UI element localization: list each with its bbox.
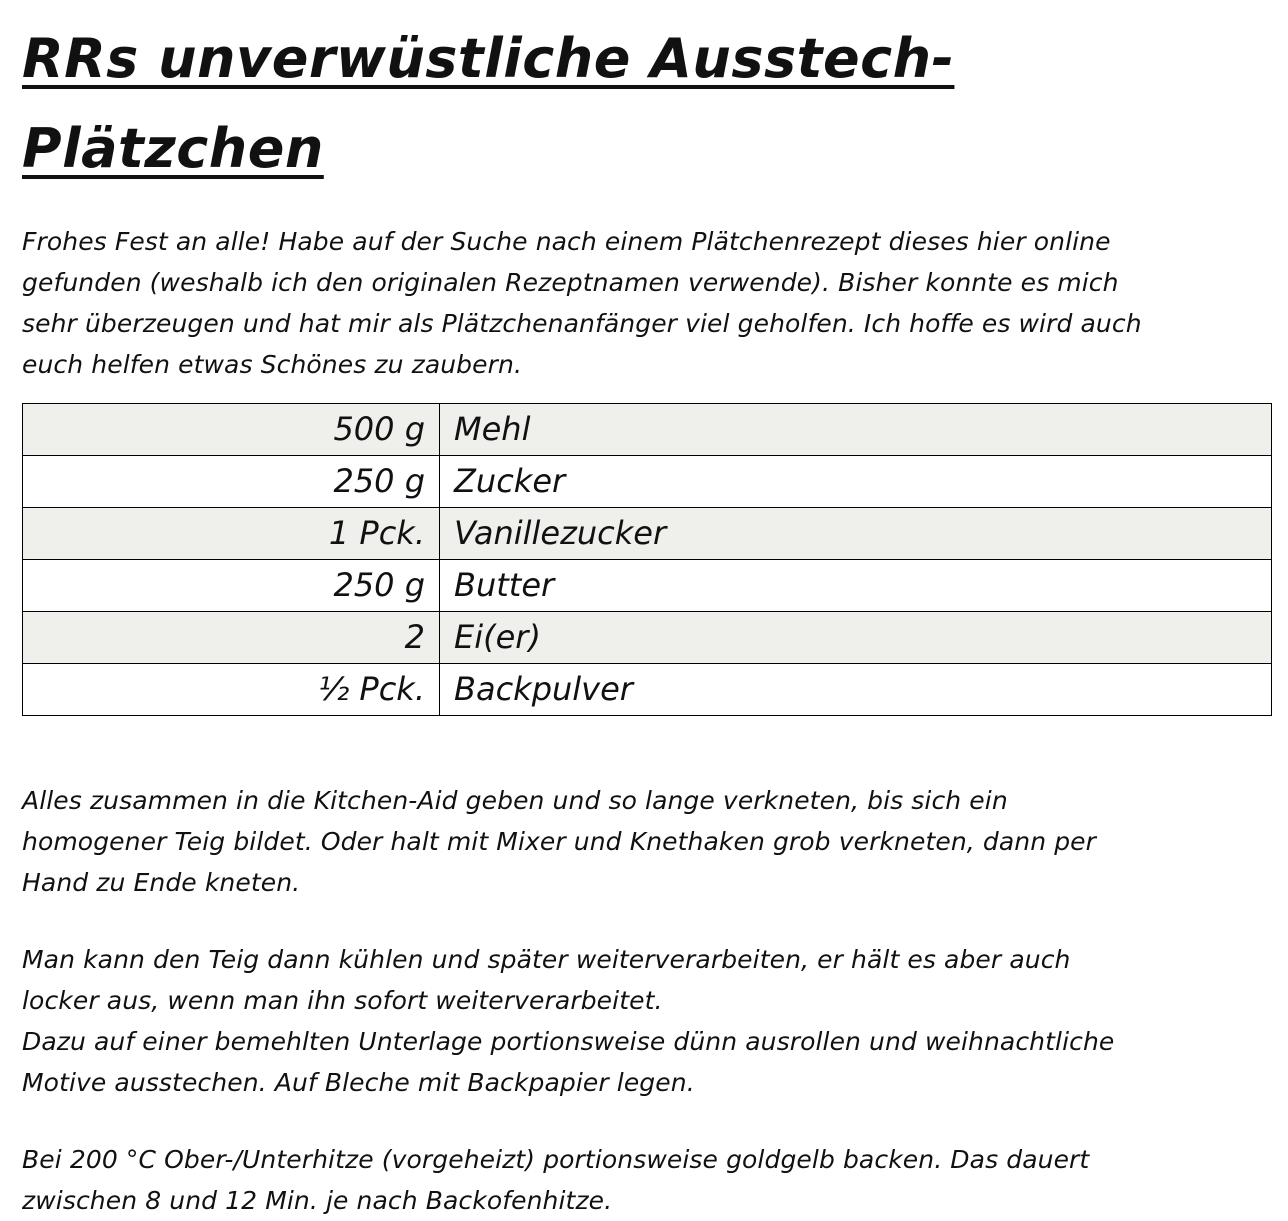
ingredient-name: Zucker: [440, 456, 1272, 508]
title-line-2: Plätzchen: [22, 117, 324, 180]
ingredient-name: Vanillezucker: [440, 508, 1272, 560]
instruction-step-3: Bei 200 °C Ober-/Unterhitze (vorgeheizt) portionsweise goldgelb backen. Das dauert zwischen 8 und 12 Min. je nach Backofenhitze.: [22, 1145, 1090, 1215]
ingredient-amount: 2: [23, 612, 440, 664]
ingredient-name: Mehl: [440, 404, 1272, 456]
table-row: [23, 456, 1272, 508]
ingredient-amount: 250 g: [23, 456, 440, 508]
table-row: [23, 560, 1272, 612]
recipe-page: [22, 0, 1272, 1221]
recipe-title: [22, 0, 982, 194]
ingredient-name: Backpulver: [440, 664, 1272, 716]
intro-text: Frohes Fest an alle! Habe auf der Suche nach einem Plätchenrezept dieses hier online gefunden (weshalb ich den originalen Rezeptnamen verwende). Bisher konnte es mich sehr überzeugen und hat mir als Plätzchenanfänger viel geholfen. Ich hoffe es wird auch euch helfen etwas Schönes zu zaubern.: [22, 227, 1142, 379]
instruction-step-1: Alles zusammen in die Kitchen-Aid geben und so lange verkneten, bis sich ein homogener Teig bildet. Oder halt mit Mixer und Knethaken grob verkneten, dann per Hand zu Ende kneten.: [22, 786, 1097, 897]
ingredient-name: Butter: [440, 560, 1272, 612]
ingredient-amount: ½ Pck.: [23, 664, 440, 716]
table-row: [23, 508, 1272, 560]
ingredient-name: Ei(er): [440, 612, 1272, 664]
table-row: [23, 664, 1272, 716]
instruction-step-2: [22, 939, 1272, 1103]
instruction-step-2-part-b: Dazu auf einer bemehlten Unterlage portionsweise dünn ausrollen und weihnachtliche Motive ausstechen. Auf Bleche mit Backpapier legen.: [22, 1027, 1115, 1097]
ingredient-amount: 1 Pck.: [23, 508, 440, 560]
ingredient-amount: 250 g: [23, 560, 440, 612]
instruction-step-2-part-a: Man kann den Teig dann kühlen und später weiterverarbeiten, er hält es aber auch locker aus, wenn man ihn sofort weiterverarbeitet.: [22, 945, 1071, 1015]
ingredients-table: [22, 403, 1272, 716]
title-line-1: RRs unverwüstliche Ausstech-: [22, 27, 955, 90]
ingredient-amount: 500 g: [23, 404, 440, 456]
table-row: [23, 612, 1272, 664]
table-row: [23, 404, 1272, 456]
